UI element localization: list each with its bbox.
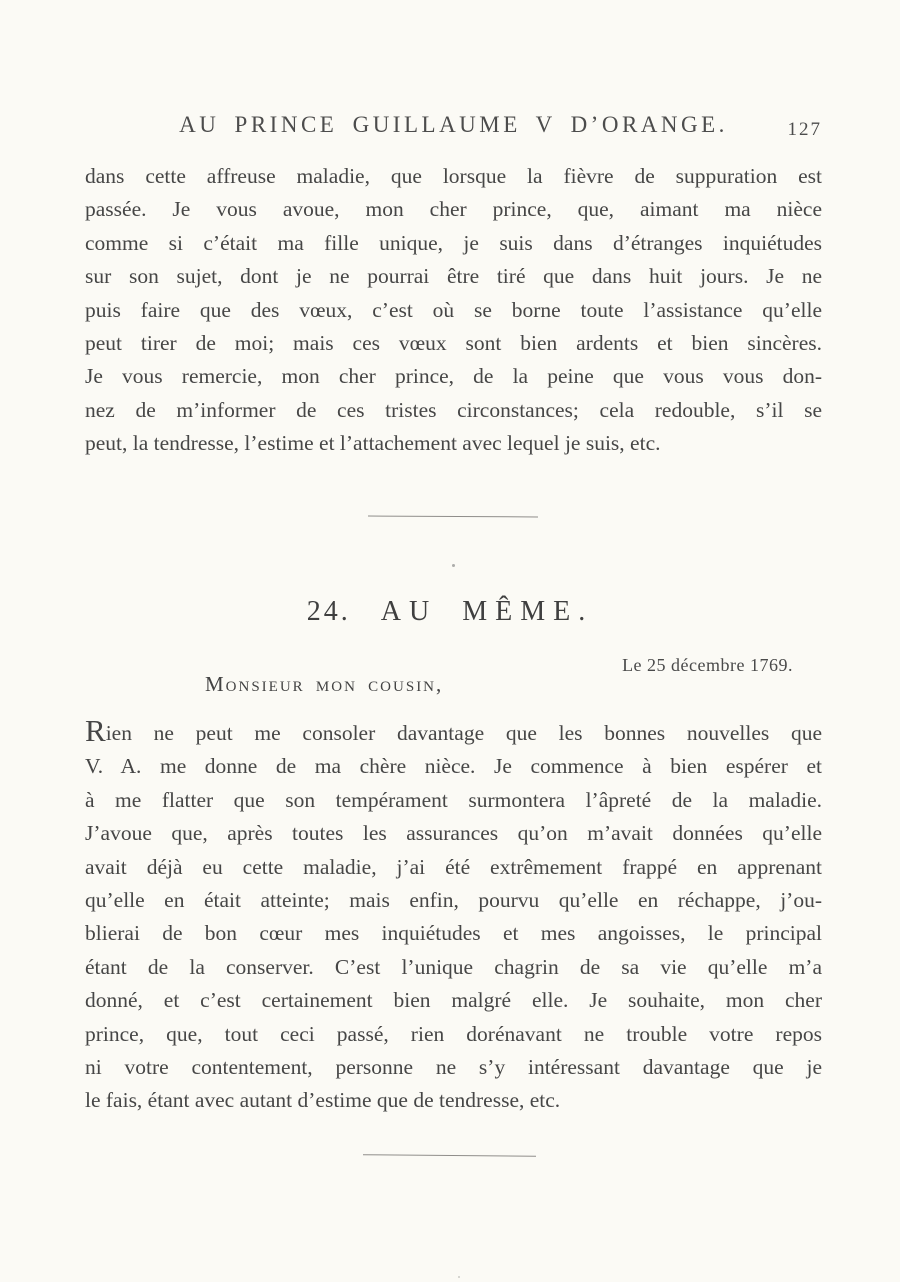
text-line: peut tirer de moi; mais ces vœux sont bien ardents et bien sincères. [85, 331, 822, 356]
letter-23-continuation-paragraph [85, 160, 822, 461]
letter-24-body-paragraph [85, 713, 822, 1118]
text-line: V. A. me donne de ma chère nièce. Je commence à bien espérer et [85, 754, 822, 779]
text-line: puis faire que des vœux, c’est où se borne toute l’assistance qu’elle [85, 297, 822, 322]
page-header [85, 112, 822, 146]
text-line: passée. Je vous avoue, mon cher prince, que, aimant ma nièce [85, 197, 822, 222]
print-speck [452, 564, 455, 567]
text-line: sur son sujet, dont je ne pourrai être tiré que dans huit jours. Je ne [85, 264, 822, 289]
print-speck-bottom [458, 1276, 460, 1278]
text-line: peut, la tendresse, l’estime et l’attachement avec lequel je suis, etc. [85, 431, 661, 456]
text-line: Je vous remercie, mon cher prince, de la peine que vous vous don- [85, 364, 822, 389]
section-divider-top [368, 516, 538, 518]
text-line: dans cette affreuse maladie, que lorsque la fièvre de suppuration est [85, 164, 822, 188]
text-line: étant de la conserver. C’est l’unique chagrin de sa vie qu’elle m’a [85, 954, 822, 979]
running-title: AU PRINCE GUILLAUME V D’ORANGE. [179, 112, 728, 137]
text-line: avait déjà eu cette maladie, j’ai été extrêmement frappé en apprenant [85, 854, 822, 879]
dateline: Le 25 décembre 1769. [622, 655, 793, 675]
letter-title: AU MÊME. [380, 596, 594, 627]
letter-number: 24. [306, 596, 351, 627]
text-line: ni votre contentement, personne ne s’y intéressant davantage que je [85, 1055, 822, 1080]
text-line: Rien ne peut me consoler davantage que les bonnes nouvelles que [85, 713, 822, 748]
initial-capital: R [85, 713, 106, 748]
text-line: qu’elle en était atteinte; mais enfin, pourvu qu’elle en réchappe, j’ou- [85, 888, 822, 913]
text-line: donné, et c’est certainement bien malgré elle. Je souhaite, mon cher [85, 988, 822, 1013]
text-line: nez de m’informer de ces tristes circonstances; cela redouble, s’il se [85, 397, 822, 422]
text-line: blierai de bon cœur mes inquiétudes et mes angoisses, le principal [85, 921, 822, 946]
text-line: J’avoue que, après toutes les assurances qu’on m’avait données qu’elle [85, 821, 822, 846]
section-divider-bottom [363, 1154, 536, 1157]
text-line: prince, que, tout ceci passé, rien dorénavant ne trouble votre repos [85, 1021, 822, 1046]
letter-heading [0, 596, 900, 628]
text-line: comme si c’était ma fille unique, je suis dans d’étranges inquiétudes [85, 230, 822, 255]
salutation: Monsieur mon cousin, [205, 672, 444, 696]
text-line: à me flatter que son tempérament surmontera l’âpreté de la maladie. [85, 787, 822, 812]
page-number: 127 [787, 119, 822, 140]
text-line: le fais, étant avec autant d’estime que de tendresse, etc. [85, 1088, 561, 1113]
